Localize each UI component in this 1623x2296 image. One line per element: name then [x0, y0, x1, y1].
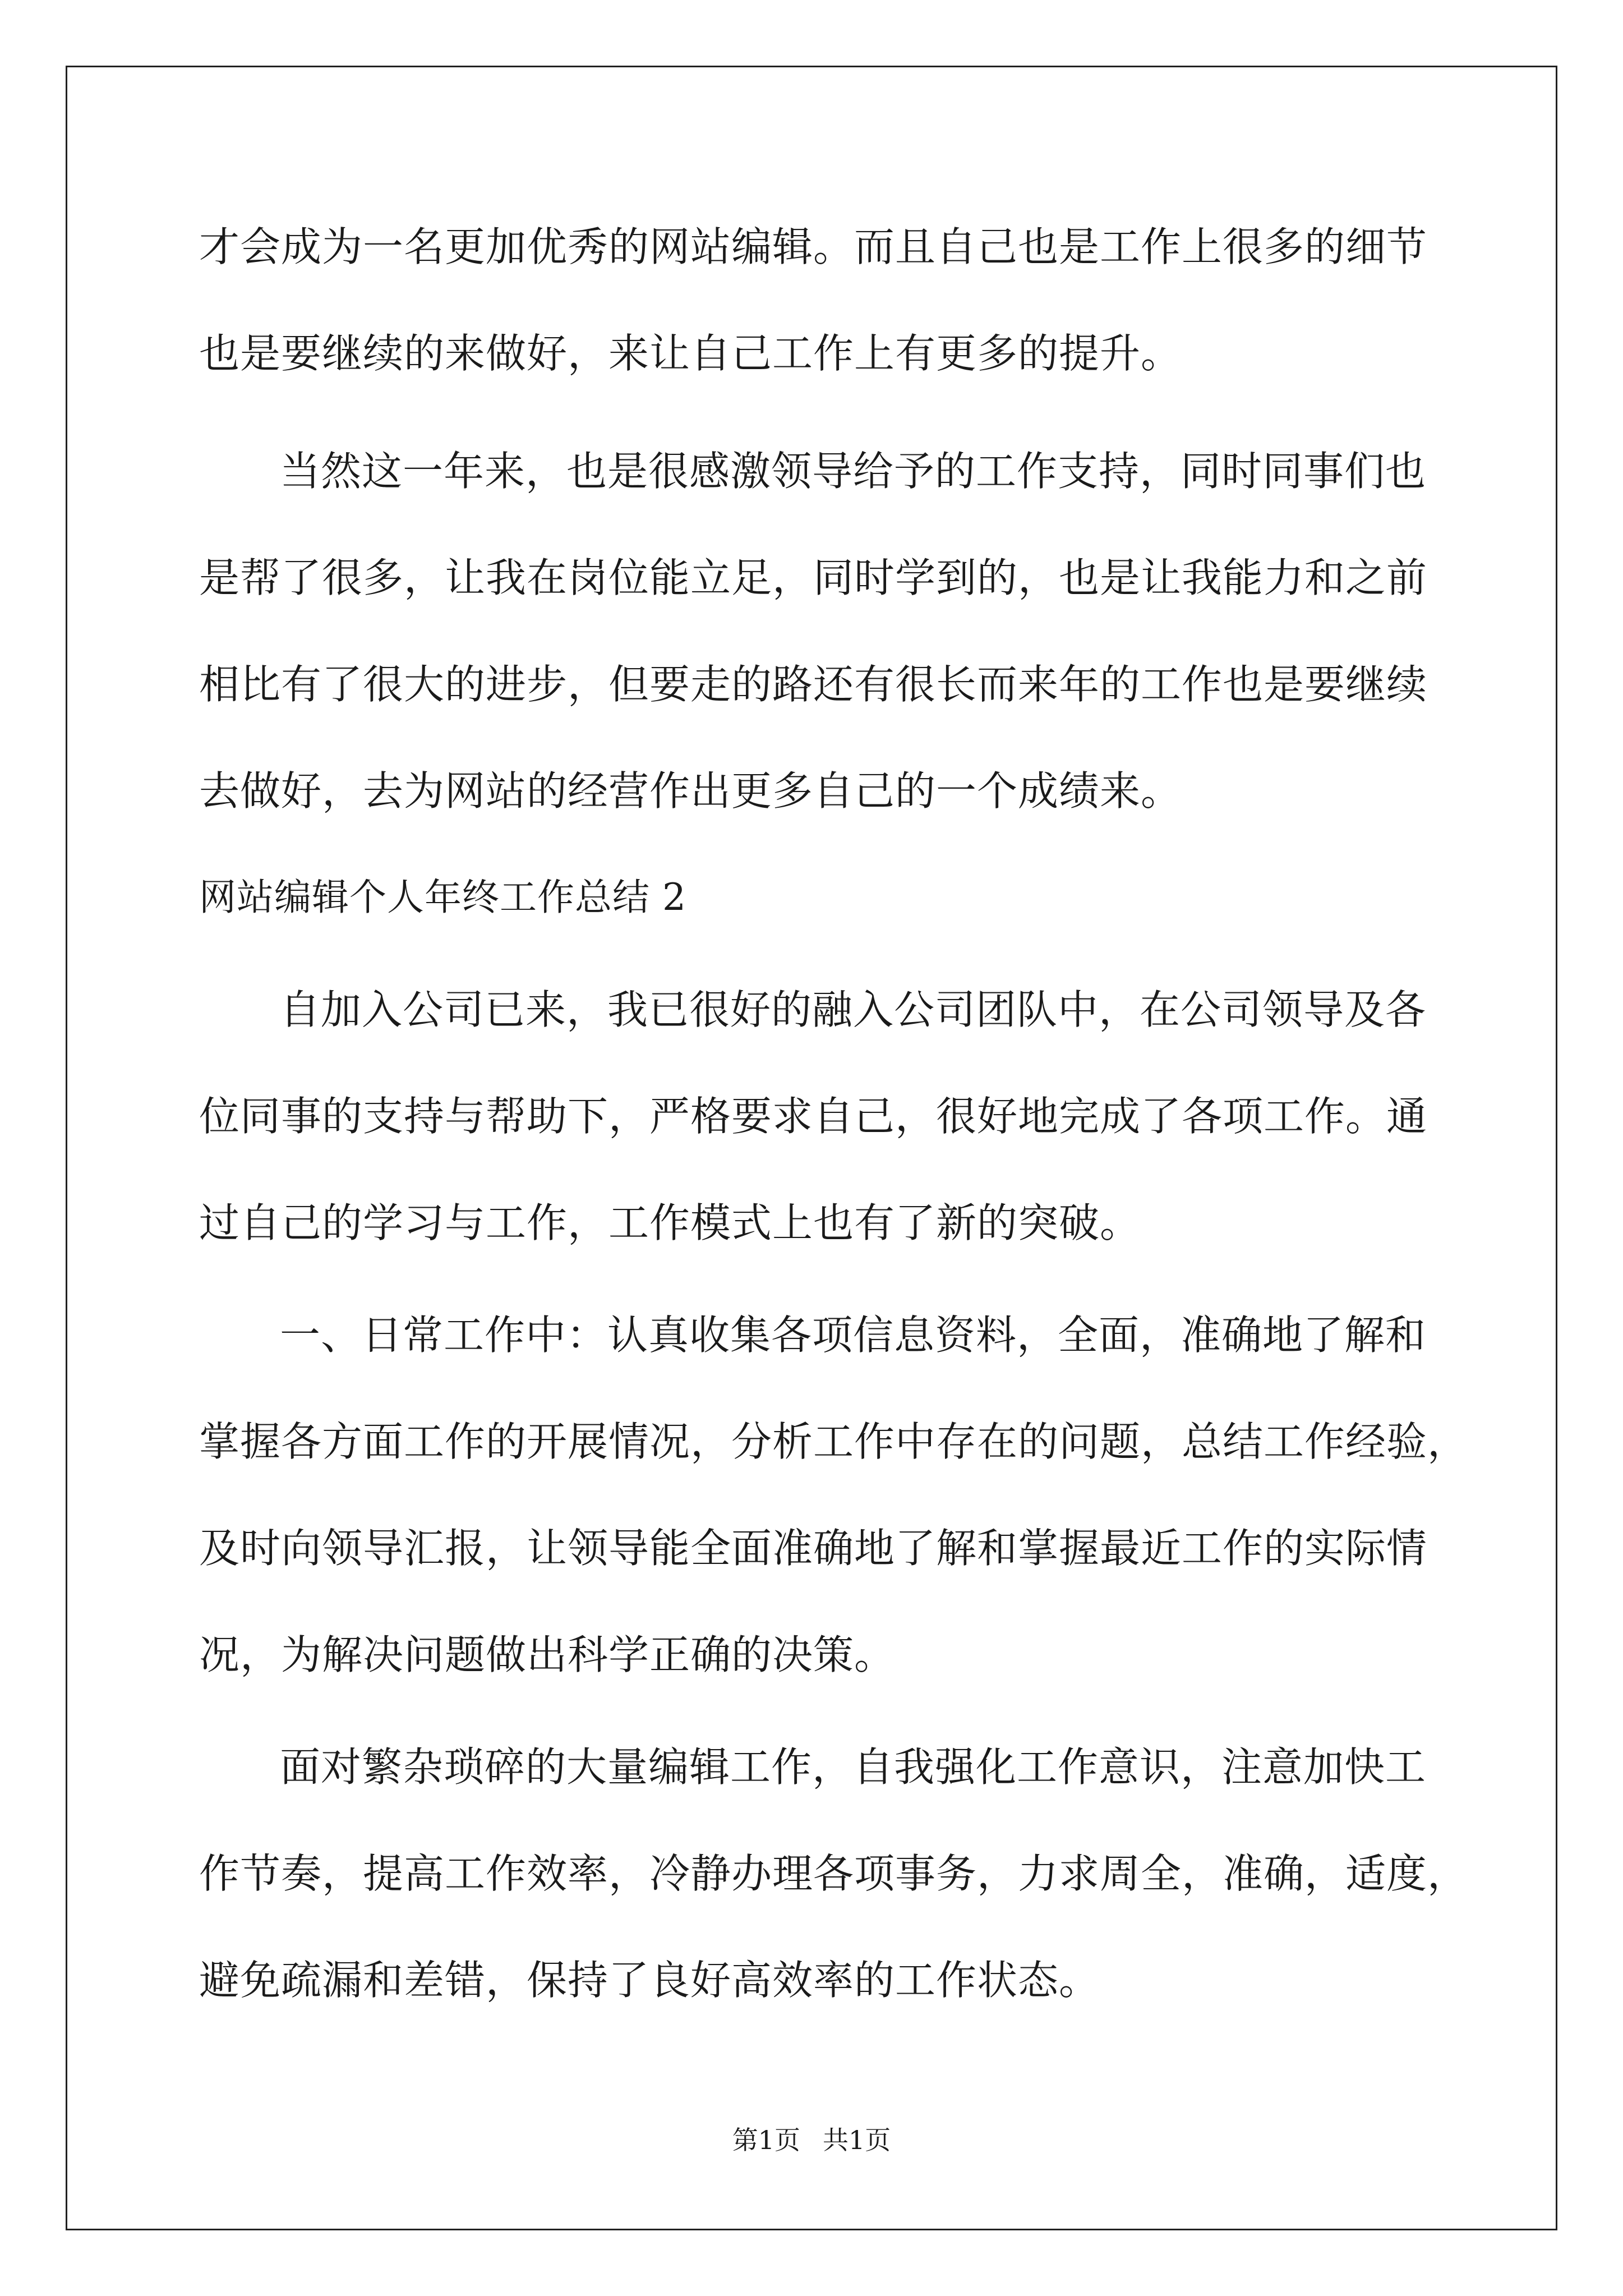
text-line: 相比有了很大的进步，但要走的路还有很长而来年的工作也是要继续: [199, 661, 1428, 708]
text-line: 及时向领导汇报，让领导能全面准确地了解和掌握最近工作的实际情: [199, 1525, 1428, 1572]
text-line: 自加入公司已来，我已很好的融入公司团队中，在公司领导及各: [280, 986, 1427, 1033]
page-frame: [66, 66, 1557, 2230]
page-number: 第1页: [732, 2125, 800, 2155]
text-line: 一、日常工作中：认真收集各项信息资料，全面，准确地了解和: [280, 1312, 1427, 1359]
text-line: 位同事的支持与帮助下，严格要求自己，很好地完成了各项工作。通: [199, 1093, 1428, 1140]
text-line: 也是要继续的来做好，来让自己工作上有更多的提升。: [199, 330, 1182, 377]
text-line: 面对繁杂琐碎的大量编辑工作，自我强化工作意识，注意加快工: [280, 1743, 1427, 1791]
page-total: 共1页: [823, 2125, 891, 2155]
text-line: 况，为解决问题做出科学正确的决策。: [199, 1631, 896, 1678]
text-line: 去做好，去为网站的经营作出更多自己的一个成绩来。: [199, 767, 1182, 815]
text-line: 掌握各方面工作的开展情况，分析工作中存在的问题，总结工作经验，: [199, 1418, 1469, 1465]
text-line: 避免疏漏和差错，保持了良好高效率的工作状态。: [199, 1957, 1100, 2004]
section-heading: 网站编辑个人年终工作总结 2: [199, 876, 686, 919]
text-line: 作节奏，提高工作效率，冷静办理各项事务，力求周全，准确，适度，: [199, 1850, 1469, 1897]
text-line: 才会成为一名更加优秀的网站编辑。而且自己也是工作上很多的细节: [199, 223, 1428, 270]
text-line: 是帮了很多，让我在岗位能立足，同时学到的，也是让我能力和之前: [199, 554, 1428, 601]
page-footer: [0, 2123, 1623, 2157]
text-line: 当然这一年来，也是很感激领导给予的工作支持，同时同事们也: [280, 448, 1427, 495]
text-line: 过自己的学习与工作，工作模式上也有了新的突破。: [199, 1199, 1141, 1246]
